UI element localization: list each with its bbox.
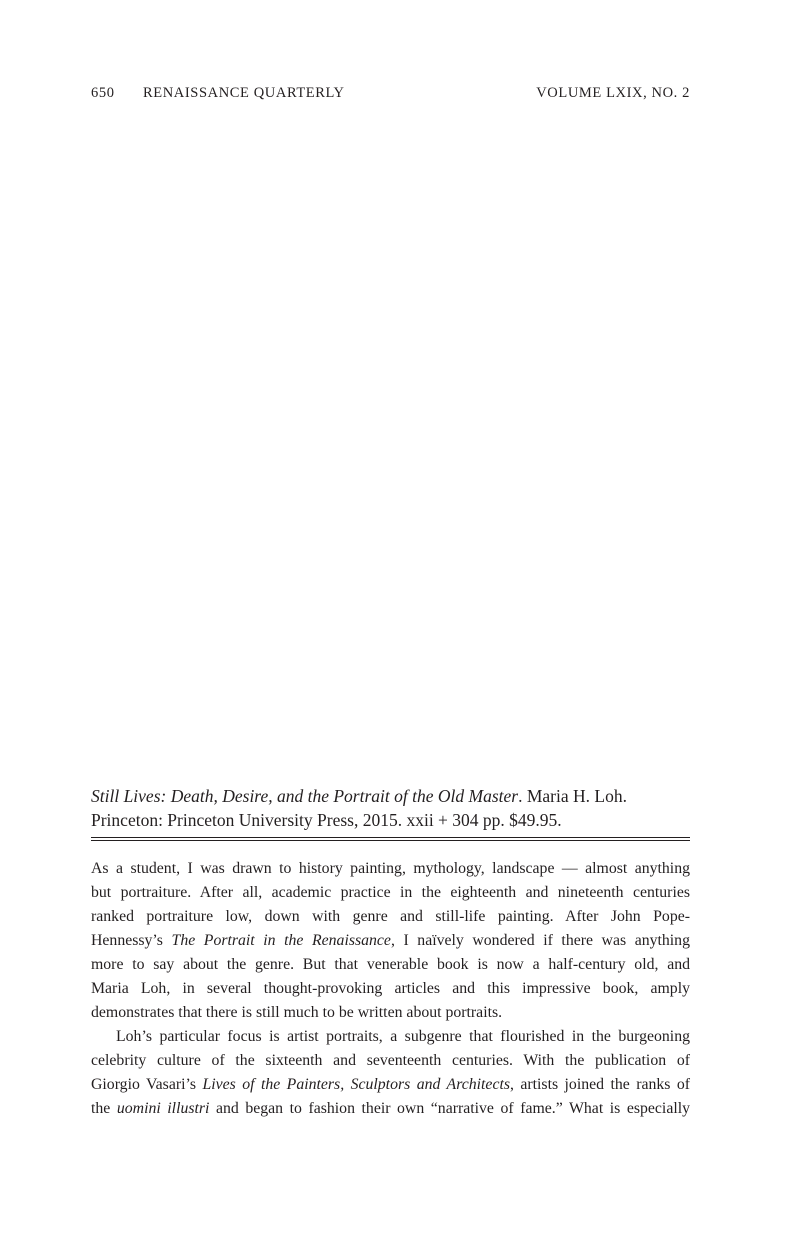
body-line: ranked portraiture low, down with genre and still-life painting. After John Pope-	[91, 908, 690, 925]
italic-phrase: uomini illustri	[116, 1100, 210, 1117]
body-line: more to say about the genre. But that venerable book is now a half-century old, and	[91, 956, 690, 973]
body-text-run: and began to fashion their own “narrative of fame.” What is especially	[209, 1100, 691, 1117]
divider-rule-bottom	[91, 840, 690, 841]
divider-rule-top	[91, 837, 690, 838]
review-citation	[91, 784, 690, 832]
body-line: Loh’s particular focus is artist portraits, a subgenre that flourished in the burgeoning	[116, 1028, 690, 1045]
body-line: Maria Loh, in several thought-provoking articles and this impressive book, amply	[91, 980, 690, 997]
body-text-run: Giorgio Vasari’s	[91, 1076, 203, 1093]
body-line: but portraiture. After all, academic practice in the eighteenth and nineteenth centuries	[91, 884, 690, 901]
book-title-punct: .	[518, 786, 523, 806]
body-text-run: , artists joined the ranks of	[510, 1076, 690, 1093]
journal-title: RENAISSANCE QUARTERLY	[143, 85, 345, 101]
body-line	[91, 1097, 690, 1121]
page-number: 650	[91, 85, 115, 101]
italic-book-title: Lives of the Painters, Sculptors and Architects	[202, 1076, 510, 1093]
book-title-line	[91, 784, 690, 808]
body-line: As a student, I was drawn to history painting, mythology, landscape — almost anything	[91, 860, 690, 877]
body-text-run: , I naïvely wondered if there was anything	[390, 932, 690, 949]
body-line	[91, 1073, 690, 1097]
body-line	[91, 929, 690, 953]
italic-book-title: The Portrait in the Renaissance	[171, 932, 391, 949]
body-line: demonstrates that there is still much to be written about portraits.	[91, 1004, 503, 1021]
publication-details: Princeton: Princeton University Press, 2015. xxii + 304 pp. $49.95.	[91, 810, 562, 830]
body-line: celebrity culture of the sixteenth and seventeenth centuries. With the publication of	[91, 1052, 690, 1069]
book-title: Still Lives: Death, Desire, and the Portrait of the Old Master	[91, 786, 519, 806]
running-head	[91, 85, 690, 105]
volume-issue: VOLUME LXIX, NO. 2	[536, 85, 690, 101]
body-text-run: Hennessy’s	[91, 932, 172, 949]
review-body	[91, 857, 690, 1121]
body-text-run: the	[91, 1100, 117, 1117]
book-author: Maria H. Loh.	[522, 786, 627, 806]
